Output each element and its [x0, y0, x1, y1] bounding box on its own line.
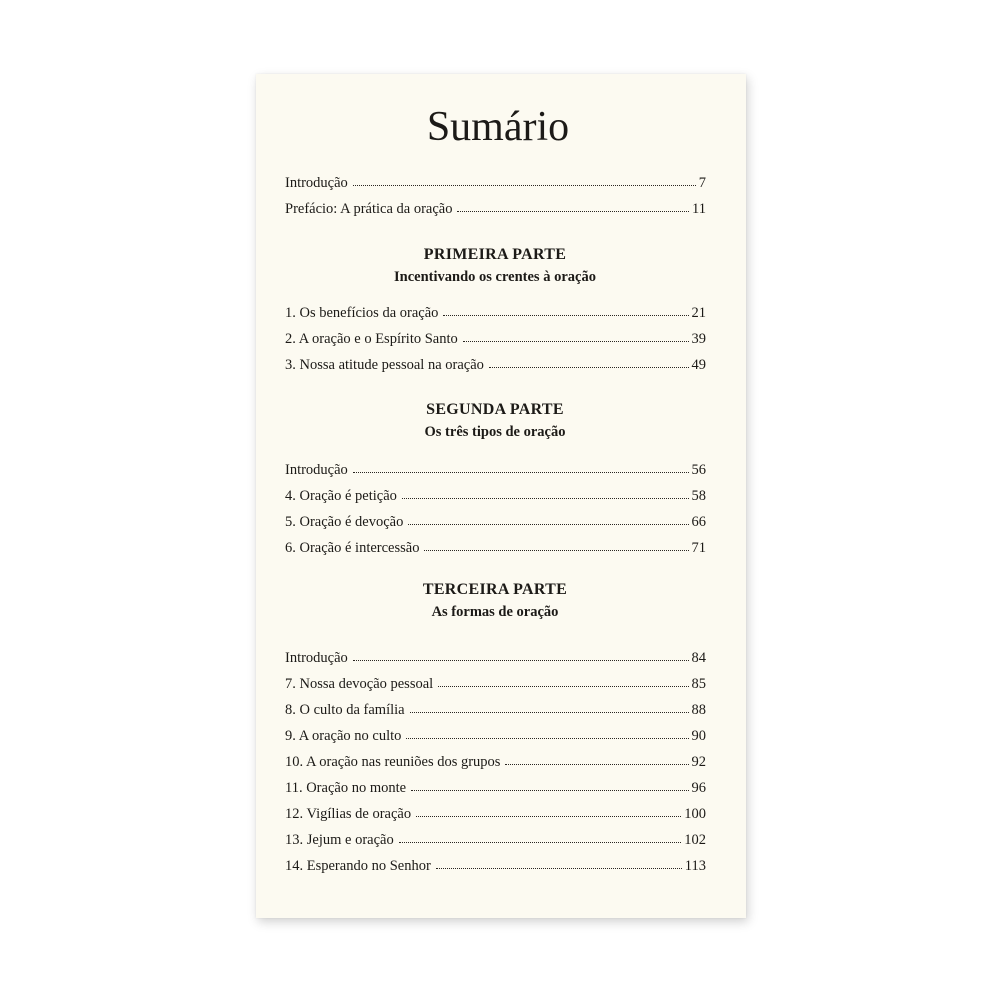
toc-entry-page: 21 [691, 305, 706, 321]
part-header-3 [250, 579, 740, 623]
toc-entry-label: 2. A oração e o Espírito Santo [285, 331, 458, 347]
part-subtitle: Os três tipos de oração [424, 424, 566, 440]
toc-entry[interactable] [285, 827, 706, 853]
toc-entry-page: 71 [691, 540, 706, 556]
dot-leader [457, 211, 689, 212]
toc-entry-page: 66 [691, 514, 706, 530]
toc-entry-page: 84 [691, 650, 706, 666]
dot-leader [402, 498, 689, 499]
toc-entry-label: 5. Oração é devoção [285, 514, 404, 530]
toc-entry-label: 3. Nossa atitude pessoal na oração [285, 357, 484, 373]
toc-entry-label: 7. Nossa devoção pessoal [285, 676, 434, 692]
toc-entry-label: 14. Esperando no Senhor [285, 858, 431, 874]
dot-leader [438, 686, 688, 687]
toc-entry-label: 11. Oração no monte [285, 780, 407, 796]
toc-entry[interactable] [285, 509, 706, 535]
toc-entry-label: 8. O culto da família [285, 702, 405, 718]
dot-leader [353, 472, 689, 473]
part-heading: TERCEIRA PARTE [422, 581, 568, 598]
part-subtitle: As formas de oração [431, 604, 559, 620]
dot-leader [436, 868, 682, 869]
dot-leader [505, 764, 688, 765]
toc-entry[interactable] [285, 775, 706, 801]
part-subtitle: Incentivando os crentes à oração [394, 269, 596, 285]
toc-entry-page: 11 [692, 201, 706, 217]
toc-entry[interactable] [285, 697, 706, 723]
toc-entry-page: 96 [691, 780, 706, 796]
part-1-entries [285, 300, 706, 378]
toc-entry-page: 56 [691, 462, 706, 478]
toc-entry-label: 13. Jejum e oração [285, 832, 394, 848]
toc-entry[interactable] [285, 457, 706, 483]
toc-entry[interactable] [285, 326, 706, 352]
toc-entry-page: 85 [691, 676, 706, 692]
toc-entry-label: Introdução [285, 462, 348, 478]
dot-leader [489, 367, 689, 368]
toc-entry[interactable] [285, 853, 706, 879]
dot-leader [353, 660, 689, 661]
part-header-2 [250, 399, 740, 443]
page-title: Sumário [426, 104, 570, 150]
toc-entry[interactable] [285, 170, 706, 196]
dot-leader [408, 524, 688, 525]
dot-leader [410, 712, 689, 713]
toc-entry[interactable] [285, 801, 706, 827]
toc-entry-page: 88 [691, 702, 706, 718]
toc-entry[interactable] [285, 645, 706, 671]
toc-entry-page: 58 [691, 488, 706, 504]
toc-entry[interactable] [285, 483, 706, 509]
toc-entry-page: 100 [684, 806, 706, 822]
toc-entry-page: 7 [698, 175, 706, 191]
toc-entry-page: 49 [691, 357, 706, 373]
toc-entry-label: 9. A oração no culto [285, 728, 402, 744]
toc-entry-label: Introdução [285, 175, 348, 191]
dot-leader [416, 816, 681, 817]
toc-entry[interactable] [285, 300, 706, 326]
part-3-entries [285, 645, 706, 879]
toc-entry-label: 12. Vigílias de oração [285, 806, 412, 822]
toc-entry-page: 39 [691, 331, 706, 347]
toc-entry-page: 102 [684, 832, 706, 848]
toc-entry[interactable] [285, 723, 706, 749]
book-page [256, 74, 746, 918]
toc-entry-page: 113 [684, 858, 706, 874]
dot-leader [463, 341, 689, 342]
dot-leader [424, 550, 688, 551]
toc-entry[interactable] [285, 352, 706, 378]
toc-entry[interactable] [285, 196, 706, 222]
dot-leader [353, 185, 696, 186]
toc-entry-page: 90 [691, 728, 706, 744]
toc-entry[interactable] [285, 749, 706, 775]
toc-entry-label: 10. A oração nas reuniões dos grupos [285, 754, 501, 770]
part-heading: PRIMEIRA PARTE [423, 246, 567, 263]
part-header-1 [250, 244, 740, 288]
toc-entry-label: 6. Oração é intercessão [285, 540, 420, 556]
dot-leader [399, 842, 682, 843]
toc-entry-page: 92 [691, 754, 706, 770]
front-matter-list [285, 170, 706, 222]
toc-entry-label: 4. Oração é petição [285, 488, 397, 504]
dot-leader [406, 738, 688, 739]
toc-entry[interactable] [285, 671, 706, 697]
dot-leader [443, 315, 688, 316]
toc-entry[interactable] [285, 535, 706, 561]
dot-leader [411, 790, 688, 791]
toc-entry-label: 1. Os benefícios da oração [285, 305, 439, 321]
part-2-entries [285, 457, 706, 561]
part-heading: SEGUNDA PARTE [426, 401, 564, 418]
toc-entry-label: Prefácio: A prática da oração [285, 201, 453, 217]
toc-entry-label: Introdução [285, 650, 348, 666]
